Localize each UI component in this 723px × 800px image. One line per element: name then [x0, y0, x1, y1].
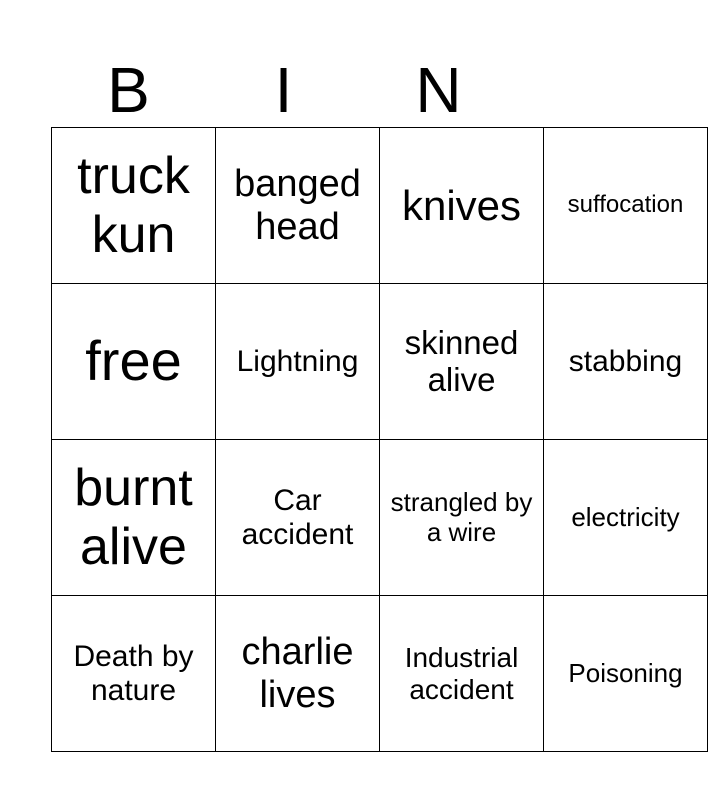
card-cell[interactable]: electricity [544, 440, 708, 596]
header-letter-b: B [107, 54, 150, 126]
card-cell[interactable]: strangled by a wire [380, 440, 544, 596]
card-row [52, 596, 708, 752]
header-letter-n: N [415, 54, 462, 126]
header-letter-i: I [274, 54, 293, 126]
bingo-card [51, 127, 708, 752]
card-cell[interactable]: charlie lives [216, 596, 380, 752]
card-cell[interactable]: knives [380, 128, 544, 284]
card-cell[interactable]: suffocation [544, 128, 708, 284]
card-cell[interactable]: Poisoning [544, 596, 708, 752]
card-cell[interactable]: Death by nature [52, 596, 216, 752]
card-cell[interactable]: stabbing [544, 284, 708, 440]
card-cell[interactable]: Lightning [216, 284, 380, 440]
card-row [52, 440, 708, 596]
card-cell[interactable]: truck kun [52, 128, 216, 284]
card-cell[interactable]: skinned alive [380, 284, 544, 440]
card-cell[interactable]: Car accident [216, 440, 380, 596]
card-row [52, 284, 708, 440]
card-cell[interactable]: banged head [216, 128, 380, 284]
card-cell[interactable]: Industrial accident [380, 596, 544, 752]
card-row [52, 128, 708, 284]
free-space-cell[interactable]: free [52, 284, 216, 440]
card-cell[interactable]: burnt alive [52, 440, 216, 596]
